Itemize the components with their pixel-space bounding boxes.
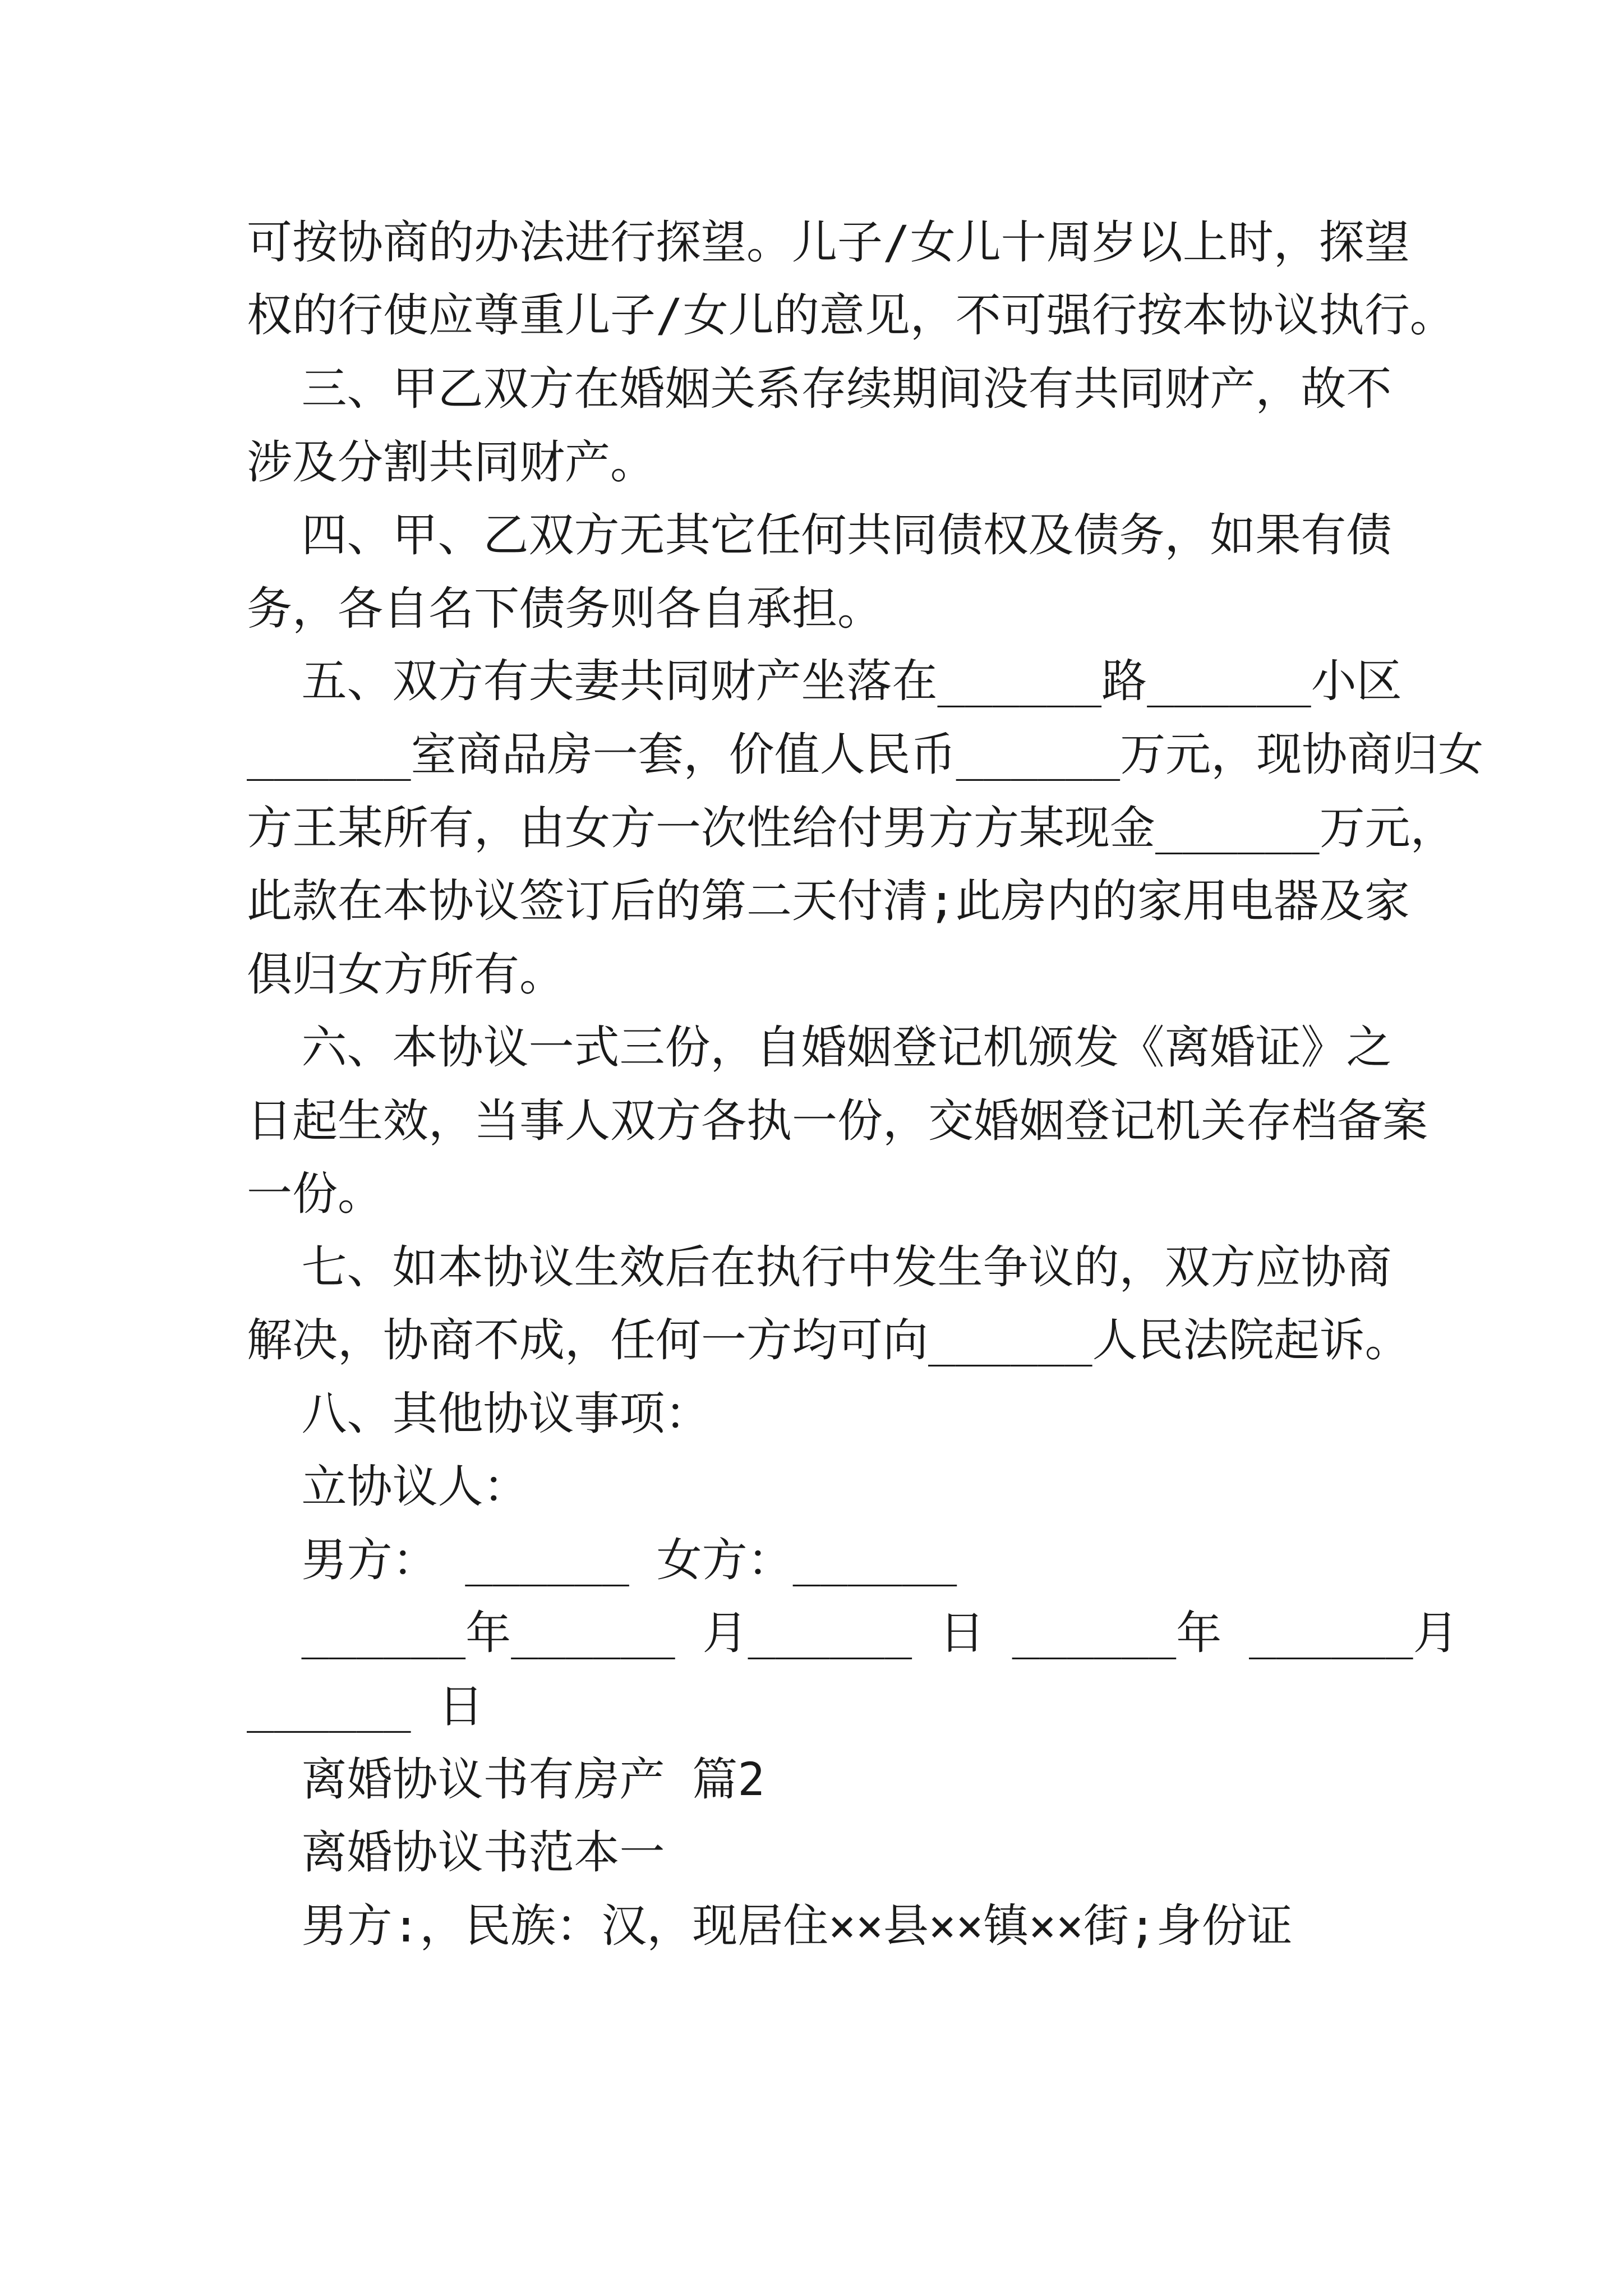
text-line: 权的行使应尊重儿子/女儿的意见，不可强行按本协议执行。 — [247, 289, 1455, 342]
text-line: 离婚协议书范本一 — [247, 1826, 665, 1879]
text-line: ______室商品房一套，价值人民币______万元，现协商归女 — [247, 729, 1484, 781]
text-line: 离婚协议书有房产 篇2 — [247, 1754, 766, 1806]
text-line: 五、双方有夫妻共同财产坐落在______路______小区 — [247, 655, 1402, 708]
text-line: 此款在本协议签订后的第二天付清;此房内的家用电器及家 — [247, 875, 1410, 928]
text-line: 四、甲、乙双方无其它任何共同债权及债务，如果有债 — [247, 509, 1392, 562]
text-line: ______ 日 — [247, 1681, 484, 1733]
text-line: 男方:，民族：汉，现居住××县××镇××街;身份证 — [247, 1900, 1293, 1953]
text-line: 务，各自名下债务则各自承担。 — [247, 583, 883, 636]
text-line: 六、本协议一式三份，自婚姻登记机颁发《离婚证》之 — [247, 1022, 1392, 1074]
text-line: 涉及分割共同财产。 — [247, 436, 656, 489]
text-line: 男方： ______ 女方：______ — [247, 1534, 957, 1587]
text-line: 日起生效，当事人双方各执一份，交婚姻登记机关存档备案 — [247, 1095, 1428, 1148]
text-line: 立协议人： — [247, 1461, 529, 1513]
text-line: 三、甲乙双方在婚姻关系存续期间没有共同财产，故不 — [247, 363, 1392, 416]
text-line: ______年______ 月______ 日 ______年 ______月 — [247, 1607, 1459, 1660]
text-line: 八、其他协议事项： — [247, 1388, 711, 1441]
text-line: 可按协商的办法进行探望。儿子/女儿十周岁以上时，探望 — [247, 217, 1410, 269]
text-line: 方王某所有，由女方一次性给付男方方某现金______万元， — [247, 802, 1456, 855]
text-line: 俱归女方所有。 — [247, 949, 565, 1001]
text-line: 一份。 — [247, 1168, 384, 1221]
text-line: 解决，协商不成，任何一方均可向______人民法院起诉。 — [247, 1314, 1410, 1367]
text-line: 七、如本协议生效后在执行中发生争议的，双方应协商 — [247, 1241, 1392, 1294]
